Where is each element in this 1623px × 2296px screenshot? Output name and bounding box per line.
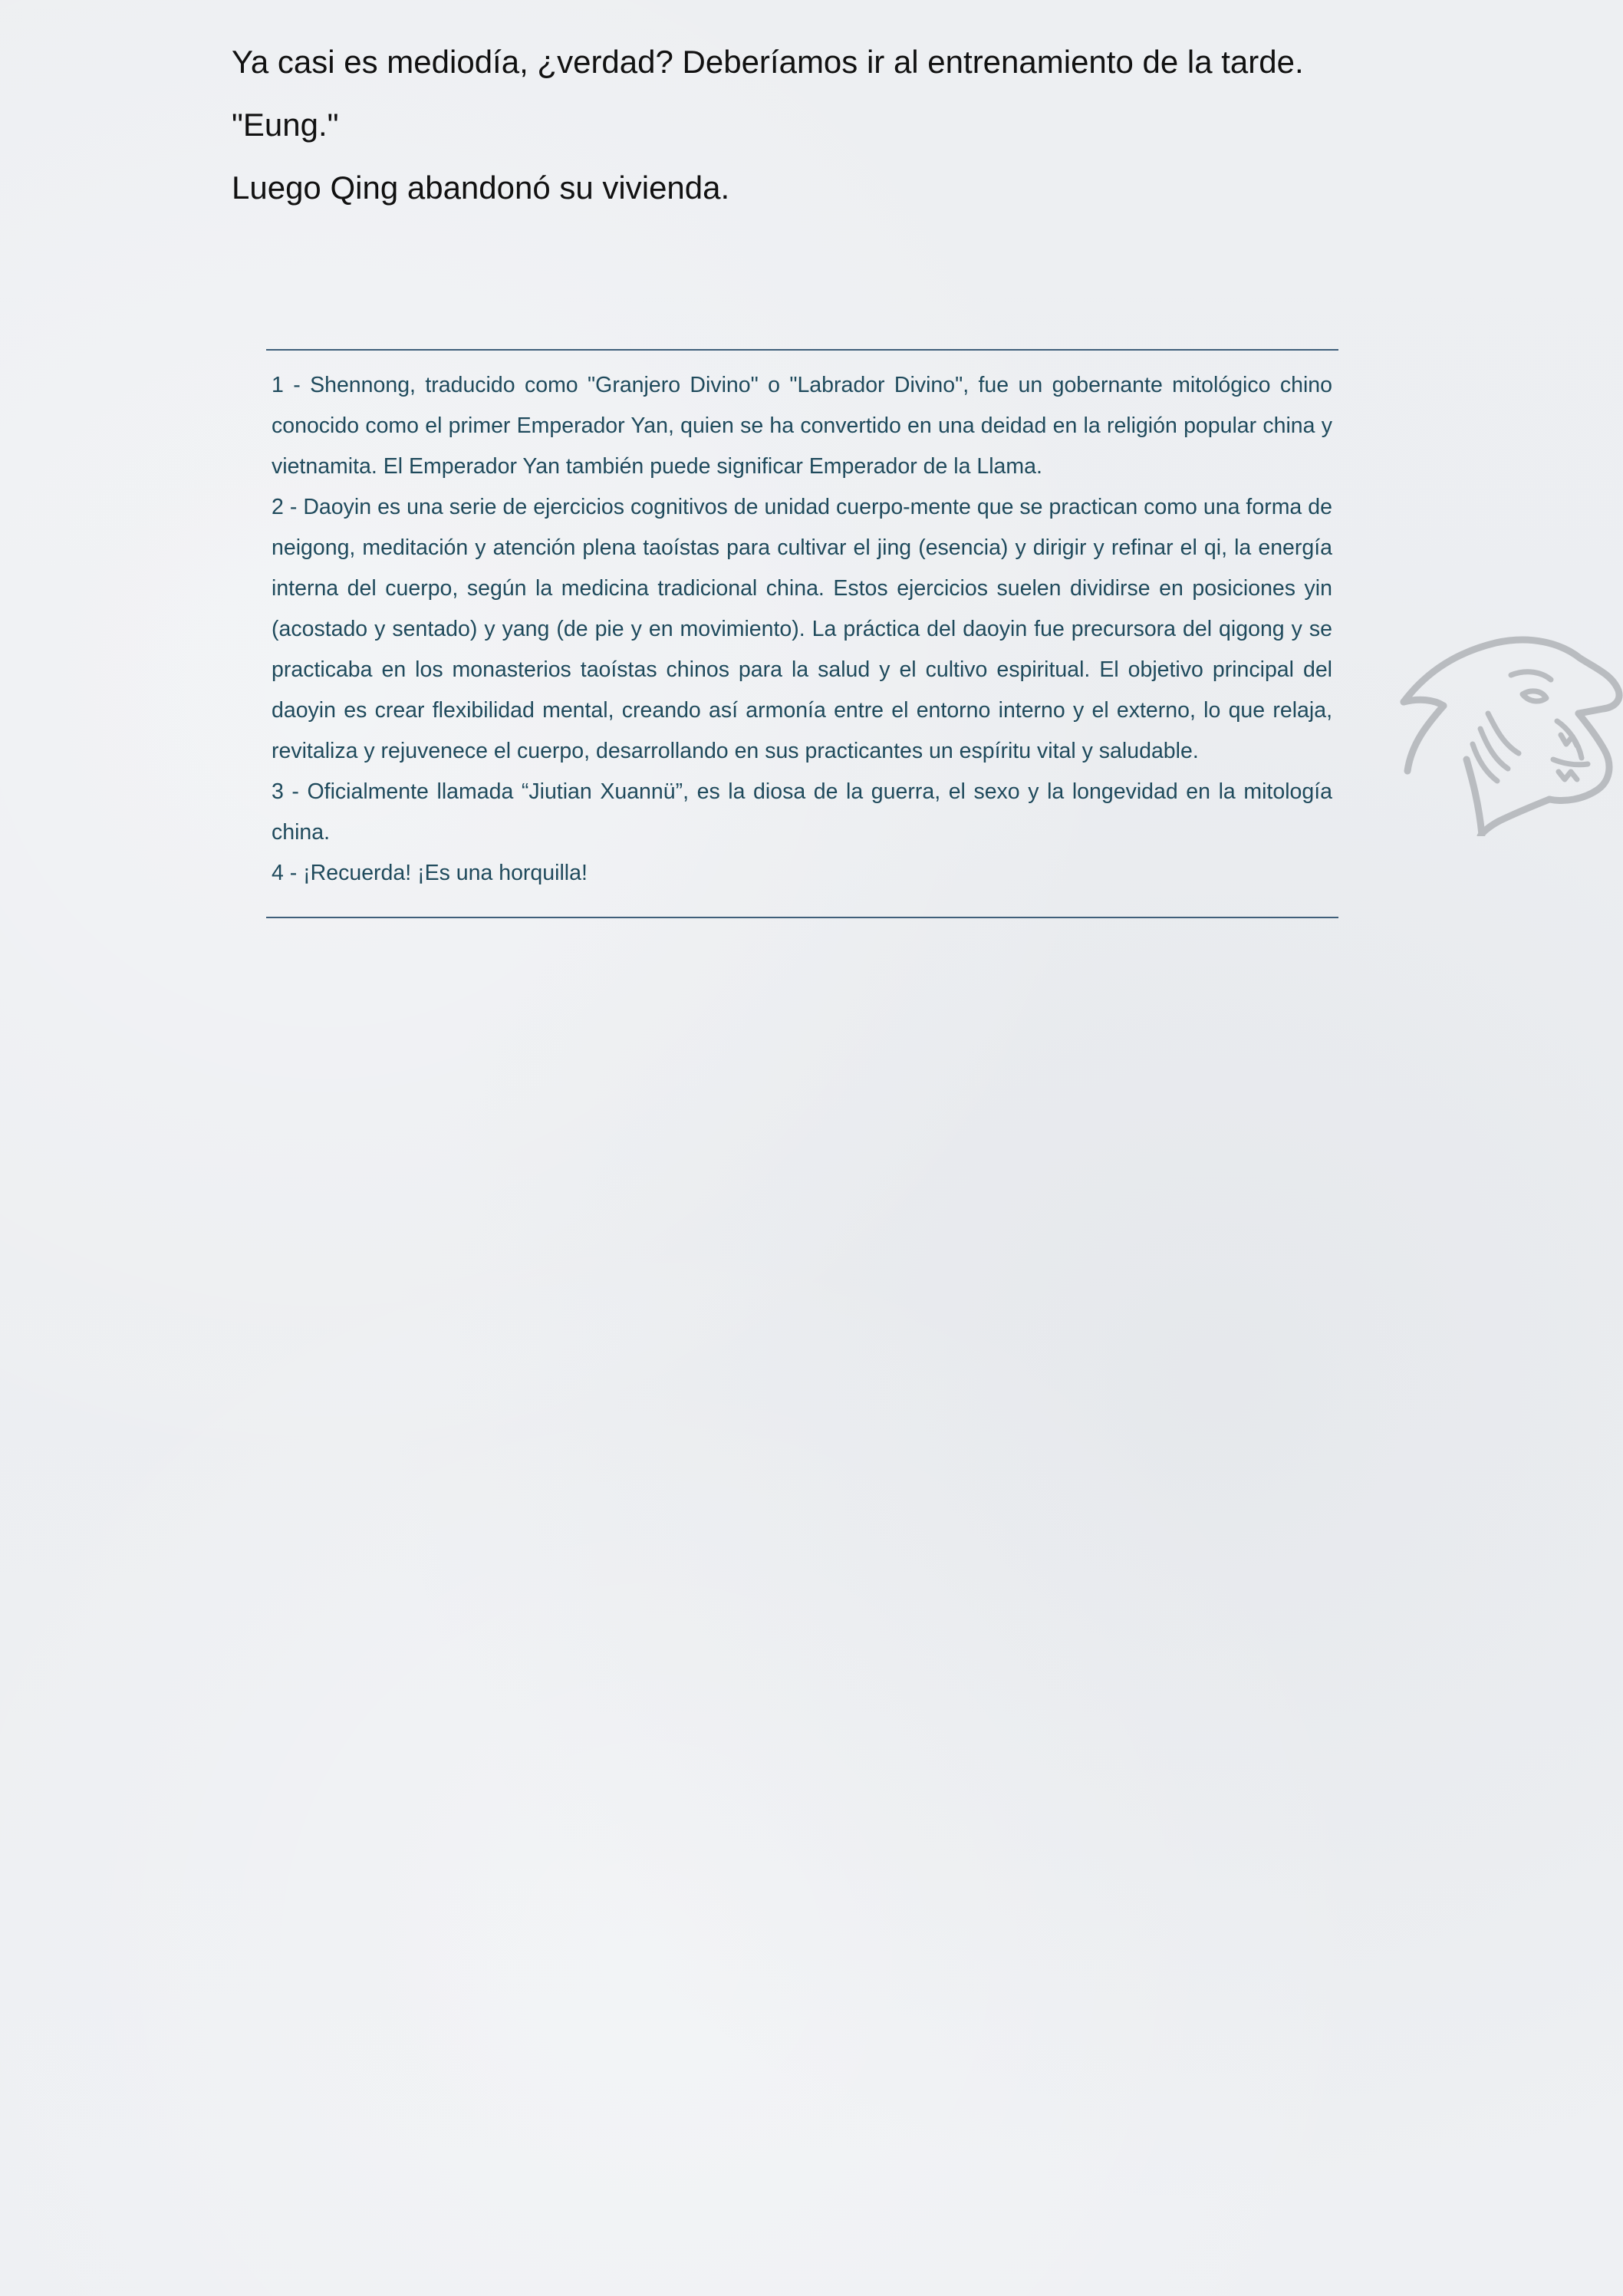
footnote-3: 3 - Oficialmente llamada “Jiutian Xuannü”, es la diosa de la guerra, el sexo y la longevidad en la mitología china. <box>272 779 1332 845</box>
footnotes-list <box>266 351 1338 917</box>
story-line-1: Ya casi es mediodía, ¿verdad? Deberíamos ir al entrenamiento de la tarde. <box>232 44 1304 80</box>
dinosaur-head-icon <box>1396 629 1623 836</box>
footnote-1: 1 - Shennong, traducido como "Granjero Divino" o "Labrador Divino", fue un gobernante mitológico chino conocido como el primer Emperador Yan, quien se ha convertido en una deidad en la religión popular china y vietnamita. El Emperador Yan también puede significar Emperador de la Llama. <box>272 373 1332 479</box>
story-line-3: Luego Qing abandonó su vivienda. <box>232 170 730 206</box>
story-text <box>232 31 1367 219</box>
footnote-4: 4 - ¡Recuerda! ¡Es una horquilla! <box>272 861 588 885</box>
footnote-2: 2 - Daoyin es una serie de ejercicios cognitivos de unidad cuerpo-mente que se practican como una forma de neigong, meditación y atención plena taoístas para cultivar el jing (esencia) y dirigir y refinar el qi, la energía interna del cuerpo, según la medicina tradicional china. Estos ejercicios suelen dividirse en posiciones yin (acostado y sentado) y yang (de pie y en movimiento). La práctica del daoyin fue precursora del qigong y se practicaba en los monasterios taoístas chinos para la salud y el cultivo espiritual. El objetivo principal del daoyin es crear flexibilidad mental, creando así armonía entre el entorno interno y el externo, lo que relaja, revitaliza y rejuvenece el cuerpo, desarrollando en sus practicantes un espíritu vital y saludable. <box>272 495 1332 763</box>
footnotes-section <box>266 349 1338 918</box>
footnotes-bottom-rule <box>266 917 1338 918</box>
story-line-2: "Eung." <box>232 107 339 143</box>
